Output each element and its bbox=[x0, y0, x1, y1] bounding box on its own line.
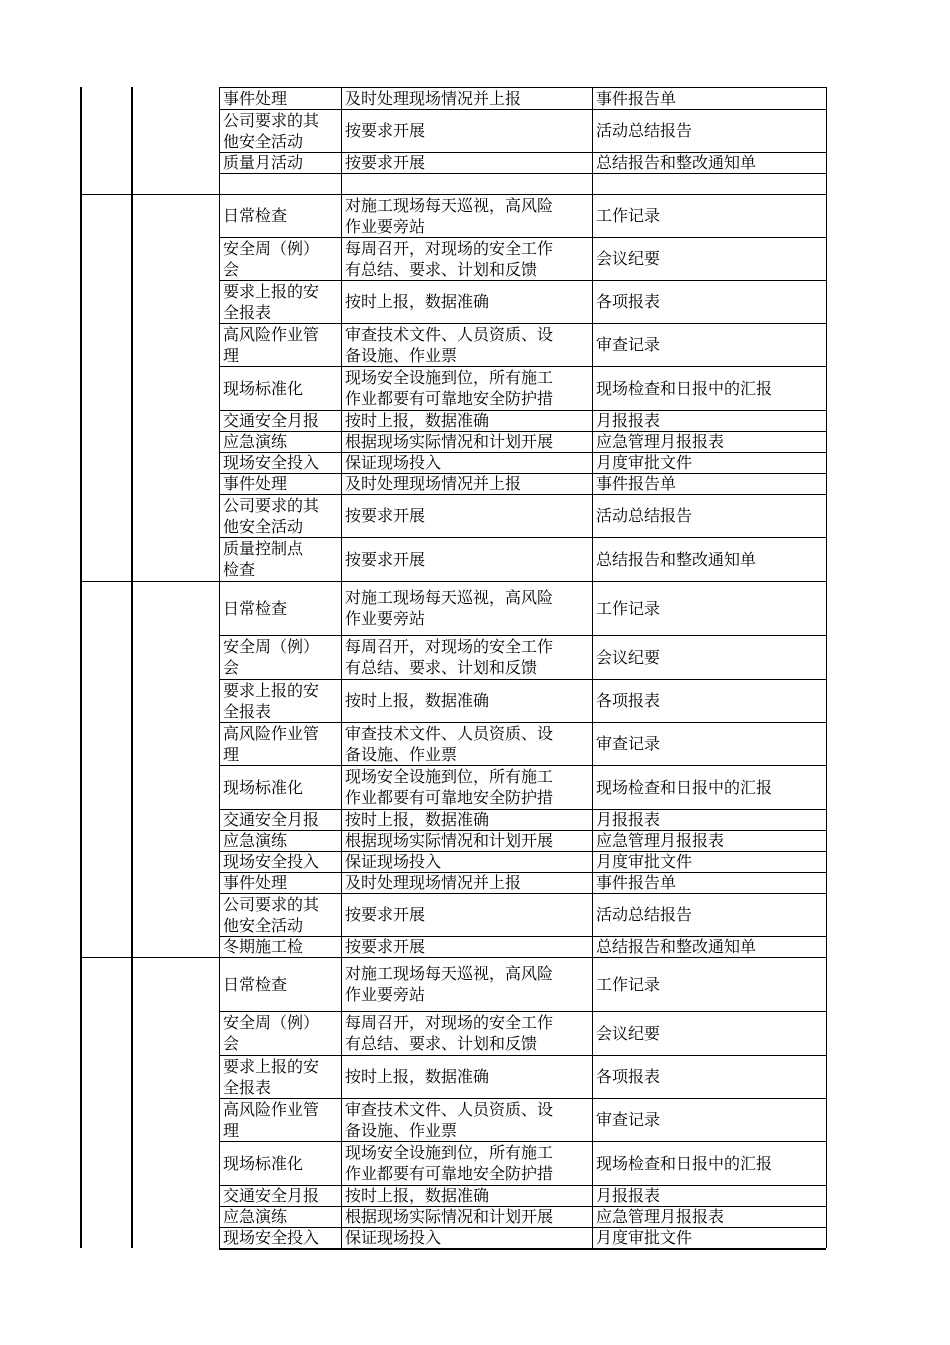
table-cell-requirement: 根据现场实际情况和计划开展 bbox=[345, 1207, 554, 1226]
table-cell-requirement: 现场安全设施到位，所有施工 作业都要有可靠地安全防护措 bbox=[345, 767, 554, 807]
section-divider bbox=[80, 957, 219, 958]
table-cell-item bbox=[219, 173, 341, 194]
table-cell-item: 公司要求的其 他安全活动 bbox=[223, 894, 320, 935]
table-cell-requirement: 按时上报，数据准确 bbox=[345, 691, 490, 710]
column-border bbox=[341, 87, 342, 1248]
table-cell-item: 要求上报的安 全报表 bbox=[223, 1056, 320, 1097]
table-cell-record: 各项报表 bbox=[596, 292, 661, 311]
table-cell-item: 应急演练 bbox=[223, 432, 288, 451]
table-cell-requirement: 每周召开，对现场的安全工作 有总结、要求、计划和反馈 bbox=[345, 1013, 554, 1053]
table-cell-record: 工作记录 bbox=[596, 598, 661, 618]
table-cell-item: 要求上报的安 全报表 bbox=[223, 281, 320, 322]
table-cell-record: 各项报表 bbox=[596, 1067, 661, 1086]
table-cell-record: 总结报告和整改通知单 bbox=[596, 153, 757, 172]
table-cell-item: 质量控制点 检查 bbox=[223, 539, 304, 579]
table-cell-requirement: 按要求开展 bbox=[345, 937, 426, 956]
table-cell-record: 总结报告和整改通知单 bbox=[596, 549, 757, 569]
table-cell-item: 安全周（例） 会 bbox=[223, 637, 320, 677]
table-cell-requirement: 及时处理现场情况并上报 bbox=[345, 474, 522, 493]
table-cell-item: 高风险作业管 理 bbox=[223, 1099, 320, 1140]
table-cell-item: 交通安全月报 bbox=[223, 411, 320, 430]
table-cell-record: 各项报表 bbox=[596, 691, 661, 710]
table-cell-item: 事件处理 bbox=[223, 474, 288, 493]
table-cell-record: 工作记录 bbox=[596, 974, 661, 994]
table-cell-item: 事件处理 bbox=[223, 873, 288, 892]
table-cell-requirement: 每周召开，对现场的安全工作 有总结、要求、计划和反馈 bbox=[345, 238, 554, 279]
table-cell-record: 会议纪要 bbox=[596, 249, 661, 268]
table-cell-requirement: 按时上报，数据准确 bbox=[345, 1067, 490, 1086]
table-cell-item: 安全周（例） 会 bbox=[223, 238, 320, 279]
table-cell-item: 日常检查 bbox=[223, 206, 288, 225]
table-cell-requirement: 根据现场实际情况和计划开展 bbox=[345, 432, 554, 451]
table-cell-item: 应急演练 bbox=[223, 1207, 288, 1226]
table-cell-requirement: 审查技术文件、人员资质、设 备设施、作业票 bbox=[345, 1099, 554, 1140]
table-cell-requirement: 及时处理现场情况并上报 bbox=[345, 873, 522, 892]
table-cell-requirement: 保证现场投入 bbox=[345, 1228, 442, 1247]
table-cell-record: 会议纪要 bbox=[596, 647, 661, 667]
table-cell-requirement: 现场安全设施到位，所有施工 作业都要有可靠地安全防护措 bbox=[345, 1143, 554, 1183]
table-cell-record: 月度审批文件 bbox=[596, 1228, 693, 1247]
table-cell-item: 安全周（例） 会 bbox=[223, 1013, 320, 1053]
table-cell-record: 应急管理月报报表 bbox=[596, 1207, 725, 1226]
table-cell-requirement: 按要求开展 bbox=[345, 905, 426, 924]
table-cell-item: 现场标准化 bbox=[223, 777, 304, 797]
table-cell-requirement: 保证现场投入 bbox=[345, 453, 442, 472]
table-cell-record: 活动总结报告 bbox=[596, 506, 693, 525]
table-cell-record: 会议纪要 bbox=[596, 1023, 661, 1043]
table-cell-record: 现场检查和日报中的汇报 bbox=[596, 378, 773, 398]
table-cell-record: 现场检查和日报中的汇报 bbox=[596, 1153, 773, 1173]
table-cell-record bbox=[592, 173, 826, 194]
table-cell-requirement: 审查技术文件、人员资质、设 备设施、作业票 bbox=[345, 324, 554, 365]
table-cell-item: 冬期施工检 bbox=[223, 937, 304, 956]
table-cell-record: 月报报表 bbox=[596, 1186, 661, 1205]
column-border bbox=[131, 87, 133, 1248]
table-cell-record: 月报报表 bbox=[596, 411, 661, 430]
table-cell-item: 现场标准化 bbox=[223, 378, 304, 398]
table-cell-requirement: 对施工现场每天巡视，高风险 作业要旁站 bbox=[345, 195, 554, 236]
table-cell-requirement: 保证现场投入 bbox=[345, 852, 442, 871]
table-cell-item: 交通安全月报 bbox=[223, 810, 320, 829]
table-cell-requirement: 按要求开展 bbox=[345, 549, 426, 569]
table-cell-item: 现场安全投入 bbox=[223, 1228, 320, 1247]
table-cell-requirement: 对施工现场每天巡视，高风险 作业要旁站 bbox=[345, 964, 554, 1004]
table-cell-item: 现场安全投入 bbox=[223, 453, 320, 472]
table-cell-record: 审查记录 bbox=[596, 335, 661, 354]
table-cell-requirement: 按时上报，数据准确 bbox=[345, 292, 490, 311]
table-cell-record: 总结报告和整改通知单 bbox=[596, 937, 757, 956]
table-cell-record: 月度审批文件 bbox=[596, 852, 693, 871]
table-cell-record: 工作记录 bbox=[596, 206, 661, 225]
table-cell-item: 现场标准化 bbox=[223, 1153, 304, 1173]
table-cell-record: 月度审批文件 bbox=[596, 453, 693, 472]
table-cell-item: 现场安全投入 bbox=[223, 852, 320, 871]
table-cell-item: 日常检查 bbox=[223, 974, 288, 994]
table-cell-item: 交通安全月报 bbox=[223, 1186, 320, 1205]
table-cell-requirement: 根据现场实际情况和计划开展 bbox=[345, 831, 554, 850]
table-cell-requirement: 按要求开展 bbox=[345, 153, 426, 172]
section-divider bbox=[80, 194, 219, 195]
table-cell-record: 事件报告单 bbox=[596, 474, 677, 493]
table-cell-record: 事件报告单 bbox=[596, 88, 677, 108]
table-cell-requirement: 按要求开展 bbox=[345, 121, 426, 140]
table-cell-item: 公司要求的其 他安全活动 bbox=[223, 495, 320, 536]
column-border bbox=[592, 87, 593, 1248]
table-cell-requirement: 每周召开，对现场的安全工作 有总结、要求、计划和反馈 bbox=[345, 637, 554, 677]
table-cell-requirement: 审查技术文件、人员资质、设 备设施、作业票 bbox=[345, 723, 554, 764]
table-bottom-border bbox=[219, 1248, 826, 1250]
table-cell-requirement: 按时上报，数据准确 bbox=[345, 1186, 490, 1205]
table-cell-record: 审查记录 bbox=[596, 734, 661, 753]
table-cell-record: 活动总结报告 bbox=[596, 121, 693, 140]
table-cell-record: 应急管理月报报表 bbox=[596, 831, 725, 850]
table-cell-item: 应急演练 bbox=[223, 831, 288, 850]
table-cell-record: 现场检查和日报中的汇报 bbox=[596, 777, 773, 797]
table-cell-item: 事件处理 bbox=[223, 88, 288, 108]
table-cell-item: 公司要求的其 他安全活动 bbox=[223, 110, 320, 151]
table-cell-requirement: 按时上报，数据准确 bbox=[345, 411, 490, 430]
table-cell-requirement: 对施工现场每天巡视，高风险 作业要旁站 bbox=[345, 588, 554, 628]
table-cell-record: 事件报告单 bbox=[596, 873, 677, 892]
table-cell-requirement: 现场安全设施到位，所有施工 作业都要有可靠地安全防护措 bbox=[345, 368, 554, 408]
table-cell-record: 活动总结报告 bbox=[596, 905, 693, 924]
table-cell-record: 月报报表 bbox=[596, 810, 661, 829]
right-border bbox=[826, 87, 827, 1248]
table-cell-item: 日常检查 bbox=[223, 598, 288, 618]
column-border bbox=[219, 87, 220, 1248]
left-border bbox=[80, 87, 82, 1248]
table-cell-record: 应急管理月报报表 bbox=[596, 432, 725, 451]
table-cell-item: 高风险作业管 理 bbox=[223, 723, 320, 764]
section-divider bbox=[80, 581, 219, 582]
table-cell-item: 质量月活动 bbox=[223, 153, 304, 172]
table-cell-item: 高风险作业管 理 bbox=[223, 324, 320, 365]
table-cell-requirement bbox=[341, 173, 592, 194]
table-cell-requirement: 按要求开展 bbox=[345, 506, 426, 525]
table-cell-record: 审查记录 bbox=[596, 1110, 661, 1129]
table-cell-item: 要求上报的安 全报表 bbox=[223, 680, 320, 721]
table-cell-requirement: 及时处理现场情况并上报 bbox=[345, 88, 522, 108]
table-cell-requirement: 按时上报，数据准确 bbox=[345, 810, 490, 829]
